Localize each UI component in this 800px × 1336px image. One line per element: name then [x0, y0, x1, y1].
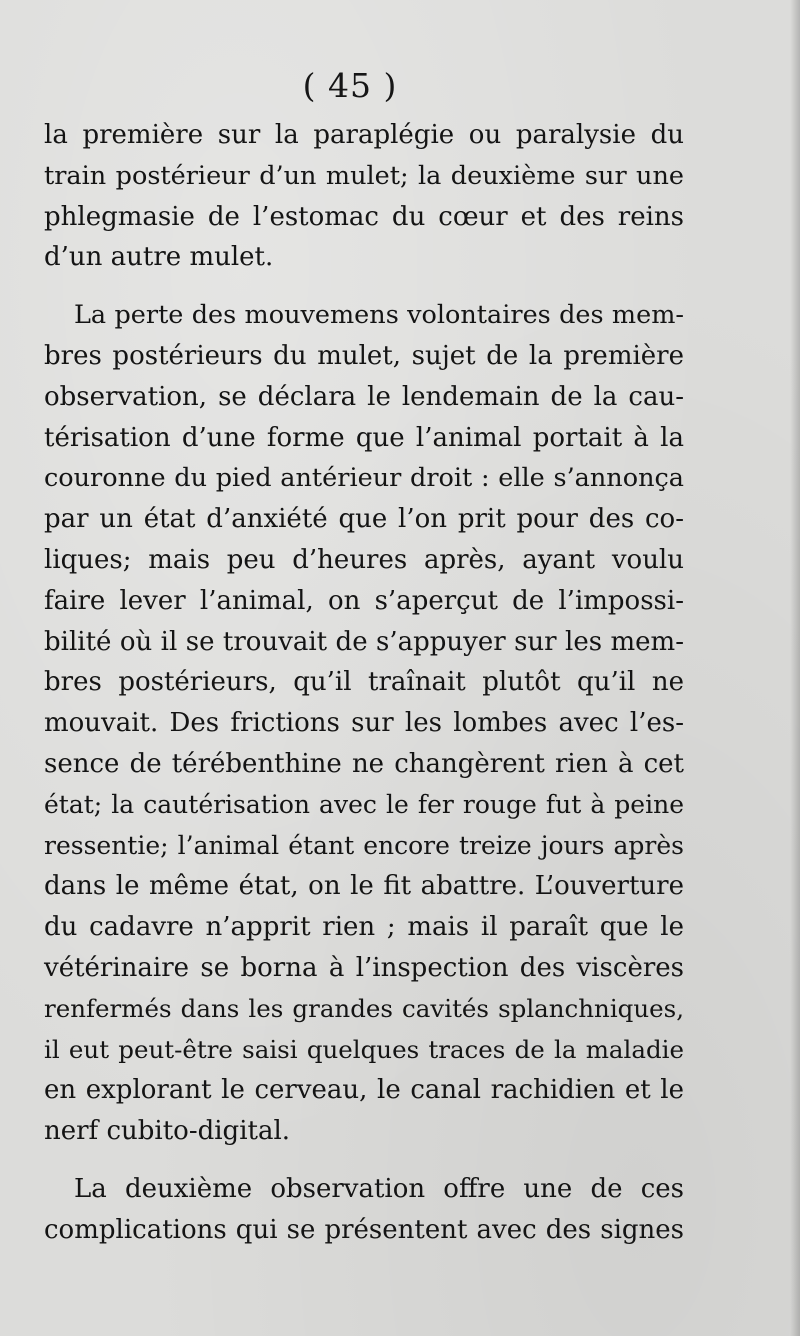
text-line: sence de térébenthine ne changèrent rien à cet	[44, 748, 684, 779]
text-line: complications qui se présentent avec des signes	[44, 1214, 684, 1245]
text-line: La deuxième observation offre une de ces	[74, 1173, 684, 1204]
text-line: faire lever l’animal, on s’aperçut de l’impossi-	[44, 585, 684, 616]
text-line: liques; mais peu d’heures après, ayant voulu	[44, 544, 684, 575]
text-line: nerf cubito-digital.	[44, 1116, 291, 1147]
text-line: il eut peut-être saisi quelques traces de la maladie	[44, 1034, 684, 1064]
text-line: térisation d’une forme que l’animal portait à la	[44, 422, 684, 453]
text-line: couronne du pied antérieur droit : elle s’annonça	[44, 463, 684, 494]
text-line: bres postérieurs, qu’il traînait plutôt qu’il ne	[44, 667, 684, 698]
text-line: ressentie; l’animal étant encore treize jours après	[44, 830, 684, 860]
text-line: bres postérieurs du mulet, sujet de la première	[44, 340, 684, 371]
text-line: renfermés dans les grandes cavités splanchniques,	[44, 993, 684, 1023]
text-line: par un état d’anxiété que l’on prit pour des co-	[44, 504, 684, 535]
text-line: La perte des mouvemens volontaires des mem-	[74, 300, 684, 331]
page-number: ( 45 )	[302, 66, 398, 105]
text-line: en explorant le cerveau, le canal rachidien et le	[44, 1075, 684, 1106]
text-line: mouvait. Des frictions sur les lombes avec l’es-	[44, 708, 684, 739]
text-line: dans le même état, on le fit abattre. L’ouverture	[44, 871, 684, 902]
text-line: phlegmasie de l’estomac du cœur et des reins	[44, 201, 684, 232]
text-line: observation, se déclara le lendemain de la cau-	[44, 381, 684, 412]
text-line: état; la cautérisation avec le fer rouge fut à peine	[44, 789, 684, 819]
text-line: train postérieur d’un mulet; la deuxième sur une	[44, 160, 684, 191]
paragraph-gap	[44, 278, 684, 295]
page-edge-shadow	[790, 0, 800, 1336]
text-line: la première sur la paraplégie ou paralysie du	[44, 120, 684, 150]
text-line: d’un autre mulet.	[44, 242, 274, 273]
body-text	[44, 115, 684, 1251]
text-line: vétérinaire se borna à l’inspection des viscères	[44, 952, 684, 983]
text-line: du cadavre n’apprit rien ; mais il paraît que le	[44, 912, 684, 943]
text-line: bilité où il se trouvait de s’appuyer sur les mem-	[44, 626, 684, 657]
paragraph-gap	[44, 1152, 684, 1169]
